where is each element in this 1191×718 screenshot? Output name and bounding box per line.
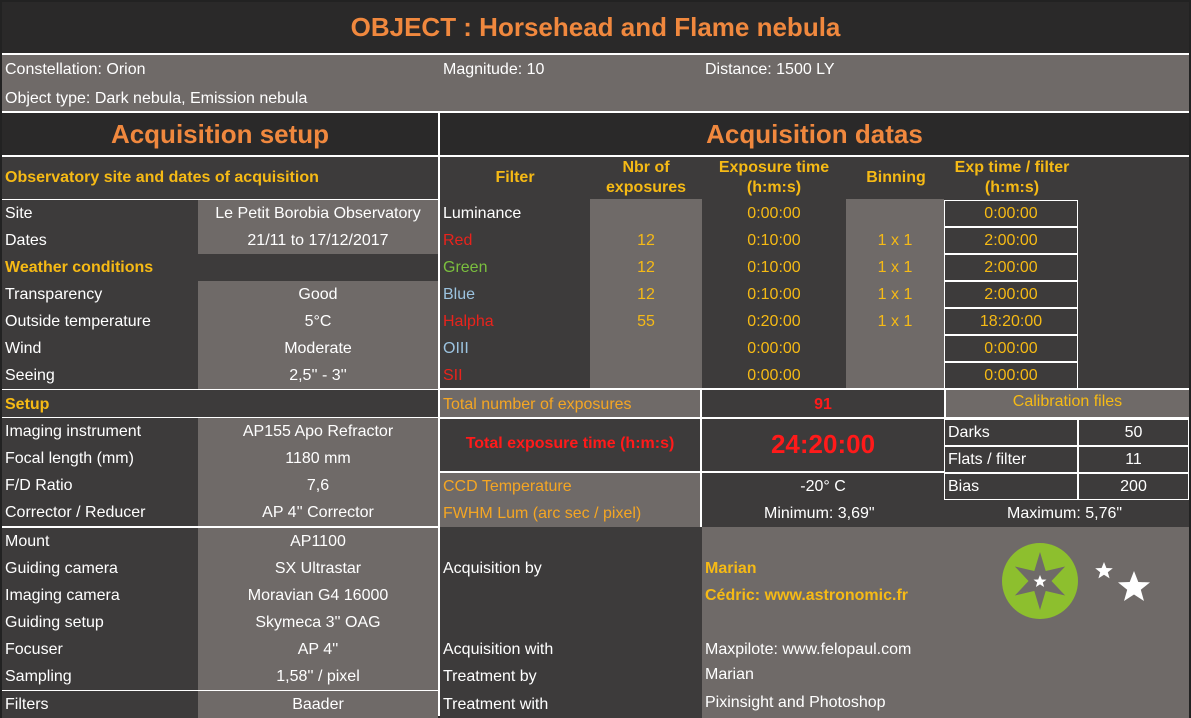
filter-total-cell (944, 362, 1078, 389)
setup-row-value-cell (198, 636, 438, 663)
filter-name: Green (443, 259, 488, 276)
filter-total: 0:00:00 (984, 367, 1038, 384)
site-header: Observatory site and dates of acquisition (5, 169, 319, 186)
filter-total: 0:00:00 (984, 205, 1038, 222)
setup-row-value: AP1100 (290, 533, 346, 550)
calibration-value-cell (1078, 473, 1189, 500)
setup-row-label: Filters (5, 696, 49, 713)
total-exposures-value-cell (702, 390, 944, 417)
weather-header-row (2, 254, 438, 281)
filter-exposure: 0:10:00 (747, 259, 801, 276)
setup-row-value-cell (198, 499, 438, 526)
setup-row-label: Sampling (5, 668, 72, 685)
constellation: Constellation: Orion (5, 61, 146, 78)
setup-row-value: Skymeca 3'' OAG (255, 614, 381, 631)
setup-row-value-cell (198, 582, 438, 609)
weather-row-value-cell (198, 308, 438, 335)
fwhm-label-cell (440, 500, 700, 527)
setup-row-label-cell (2, 582, 198, 609)
total-time-value: 24:20:00 (770, 429, 876, 459)
setup-row-value-cell (198, 555, 438, 582)
weather-row-label: Wind (5, 340, 42, 357)
weather-header: Weather conditions (5, 259, 154, 276)
title-bar (2, 2, 1189, 53)
setup-row-label: Mount (5, 533, 50, 550)
calibration-value: 11 (1125, 451, 1142, 468)
filter-total: 2:00:00 (984, 259, 1038, 276)
weather-row-value: 2,5'' - 3'' (289, 367, 347, 384)
filter-nbr: 12 (637, 286, 655, 303)
acquisition-setup-title: Acquisition setup (110, 119, 330, 149)
acq-by-label: Acquisition by (443, 560, 542, 577)
setup-row-label: Imaging instrument (5, 423, 142, 440)
setup-row-value-cell (198, 472, 438, 499)
calibration-label-cell (944, 446, 1078, 473)
page-title: OBJECT : Horsehead and Flame nebula (350, 12, 841, 42)
setup-row-value-cell (198, 418, 438, 445)
setup-row-label-cell (2, 528, 198, 555)
total-exposures-label: Total number of exposures (443, 396, 632, 413)
object-type: Object type: Dark nebula, Emission nebula (5, 90, 308, 107)
exposure-col-header: Exposure time (h:m:s) (718, 159, 830, 196)
filter-exposure: 0:00:00 (747, 367, 801, 384)
magnitude: Magnitude: 10 (443, 61, 545, 78)
filter-binning: 1 x 1 (877, 232, 913, 249)
setup-row-value-cell (198, 445, 438, 472)
filter-exposure: 0:00:00 (747, 340, 801, 357)
weather-row-value-cell (198, 281, 438, 308)
filter-exposure: 0:00:00 (747, 205, 801, 222)
filter-total: 2:00:00 (984, 232, 1038, 249)
treat-by-value: Marian (705, 666, 754, 683)
weather-row-value-cell (198, 335, 438, 362)
acquisition-datas-title: Acquisition datas (706, 119, 923, 149)
setup-row-value: Moravian G4 16000 (247, 587, 389, 604)
total-time-value-cell (702, 419, 944, 471)
setup-row-value-cell (198, 528, 438, 555)
setup-row-value: 1,58'' / pixel (276, 668, 360, 685)
weather-row-label: Transparency (5, 286, 103, 303)
distance: Distance: 1500 LY (705, 61, 835, 78)
exp-filter-col-header: Exp time / filter (h:m:s) (954, 159, 1070, 196)
setup-row-label-cell (2, 555, 198, 582)
acq-by-1: Marian (705, 560, 757, 577)
filter-exposure: 0:20:00 (747, 313, 801, 330)
right-section-header (440, 113, 1189, 155)
weather-row-label-cell (2, 281, 198, 308)
treat-with-label: Treatment with (443, 696, 549, 713)
filter-binning: 1 x 1 (877, 286, 913, 303)
calibration-value-cell (1078, 419, 1189, 446)
filter-total-cell (944, 308, 1078, 335)
site-row-value: 21/11 to 17/12/2017 (247, 232, 389, 249)
object-info (2, 55, 1189, 111)
filter-exposure: 0:10:00 (747, 232, 801, 249)
setup-row-label: Corrector / Reducer (5, 504, 146, 521)
setup-row-label: Guiding setup (5, 614, 104, 631)
calibration-header-cell (946, 390, 1189, 417)
treat-by-label: Treatment by (443, 668, 537, 685)
weather-row-value: Good (298, 286, 338, 303)
filter-total-cell (944, 281, 1078, 308)
site-row-value: Le Petit Borobia Observatory (215, 205, 421, 222)
filter-binning: 1 x 1 (877, 313, 913, 330)
filter-col-header: Filter (495, 169, 535, 186)
filter-total-cell (944, 254, 1078, 281)
filter-total: 18:20:00 (979, 313, 1043, 330)
filter-name: Blue (443, 286, 476, 303)
nbr-col-header: Nbr of exposures (605, 159, 687, 196)
setup-row-label: Imaging camera (5, 587, 120, 604)
acq-with-label: Acquisition with (443, 641, 554, 658)
calibration-label: Flats / filter (948, 451, 1027, 468)
filter-total: 2:00:00 (984, 286, 1038, 303)
ccd-value-cell (702, 473, 944, 500)
calibration-value: 50 (1124, 424, 1143, 441)
site-row-value-cell (198, 227, 438, 254)
setup-row-value-cell (198, 663, 438, 690)
filter-name: SII (443, 367, 463, 384)
site-row-label-cell (2, 200, 198, 227)
setup-row-label: F/D Ratio (5, 477, 73, 494)
setup-row-value: AP 4'' Corrector (262, 504, 374, 521)
weather-row-label-cell (2, 308, 198, 335)
setup-header: Setup (5, 396, 50, 413)
setup-row-value: AP155 Apo Refractor (242, 423, 394, 440)
filter-binning: 1 x 1 (877, 259, 913, 276)
filter-total: 0:00:00 (984, 340, 1038, 357)
weather-row-value: 5°C (304, 313, 332, 330)
treat-with-value: Pixinsight and Photoshop (705, 694, 886, 711)
site-header-row (2, 157, 438, 199)
setup-row-label-cell (2, 418, 198, 445)
ccd-value: -20° C (800, 478, 846, 495)
total-time-label-cell (440, 419, 700, 471)
total-time-label: Total exposure time (h:m:s) (465, 435, 675, 452)
site-row-label: Site (5, 205, 33, 222)
fwhm-min: Minimum: 3,69" (764, 505, 875, 522)
filter-name: Red (443, 232, 473, 249)
setup-row-value: SX Ultrastar (274, 560, 362, 577)
acq-with-value: Maxpilote: www.felopaul.com (705, 641, 912, 658)
weather-row-label-cell (2, 362, 198, 389)
fwhm-values-cell (702, 500, 1189, 527)
setup-row-value: Baader (292, 696, 344, 713)
empty-col (1078, 157, 1189, 388)
site-row-label: Dates (5, 232, 47, 249)
calibration-label: Darks (948, 424, 990, 441)
filter-name: Halpha (443, 313, 494, 330)
filter-name: Luminance (443, 205, 522, 222)
acq-by-2: Cédric: www.astronomic.fr (705, 587, 908, 604)
ccd-label-cell (440, 473, 700, 500)
fwhm-max: Maximum: 5,76" (1007, 505, 1123, 522)
filter-total-cell (944, 227, 1078, 254)
filter-nbr: 55 (637, 313, 655, 330)
filter-total-cell (944, 200, 1078, 227)
fwhm-label: FWHM Lum (arc sec / pixel) (443, 505, 642, 522)
setup-row-value: 7,6 (306, 477, 330, 494)
weather-row-value: Moderate (284, 340, 352, 357)
setup-header-row (2, 390, 438, 417)
calibration-label-cell (944, 419, 1078, 446)
setup-row-label-cell (2, 663, 198, 690)
setup-row-label: Focuser (5, 641, 63, 658)
setup-row-label-cell (2, 691, 198, 718)
left-section-header (2, 113, 438, 155)
setup-row-value: 1180 mm (285, 450, 351, 467)
filter-total-cell (944, 335, 1078, 362)
site-row-label-cell (2, 227, 198, 254)
calibration-value-cell (1078, 446, 1189, 473)
calibration-value: 200 (1120, 478, 1147, 495)
total-exposures-label-cell (440, 390, 700, 417)
filter-nbr: 12 (637, 259, 655, 276)
site-row-value-cell (198, 200, 438, 227)
calibration-header: Calibration files (1012, 393, 1123, 410)
calibration-label: Bias (948, 478, 980, 495)
setup-row-label-cell (2, 609, 198, 636)
calibration-label-cell (944, 473, 1078, 500)
filter-exposure: 0:10:00 (747, 286, 801, 303)
weather-row-value-cell (198, 362, 438, 389)
filter-name: OIII (443, 340, 469, 357)
filter-nbr: 12 (637, 232, 655, 249)
weather-row-label: Outside temperature (5, 313, 151, 330)
weather-row-label-cell (2, 335, 198, 362)
setup-row-label: Guiding camera (5, 560, 118, 577)
setup-row-label: Focal length (mm) (5, 450, 134, 467)
setup-row-value-cell (198, 691, 438, 718)
weather-row-label: Seeing (5, 367, 55, 384)
setup-row-label-cell (2, 499, 198, 526)
setup-row-value-cell (198, 609, 438, 636)
setup-row-label-cell (2, 445, 198, 472)
setup-row-label-cell (2, 472, 198, 499)
setup-row-value: AP 4'' (297, 641, 339, 658)
ccd-label: CCD Temperature (443, 478, 572, 495)
binning-col-header: Binning (866, 169, 926, 186)
setup-row-label-cell (2, 636, 198, 663)
astronomic-logo-icon (1000, 542, 1160, 624)
total-exposures-value: 91 (814, 396, 832, 413)
